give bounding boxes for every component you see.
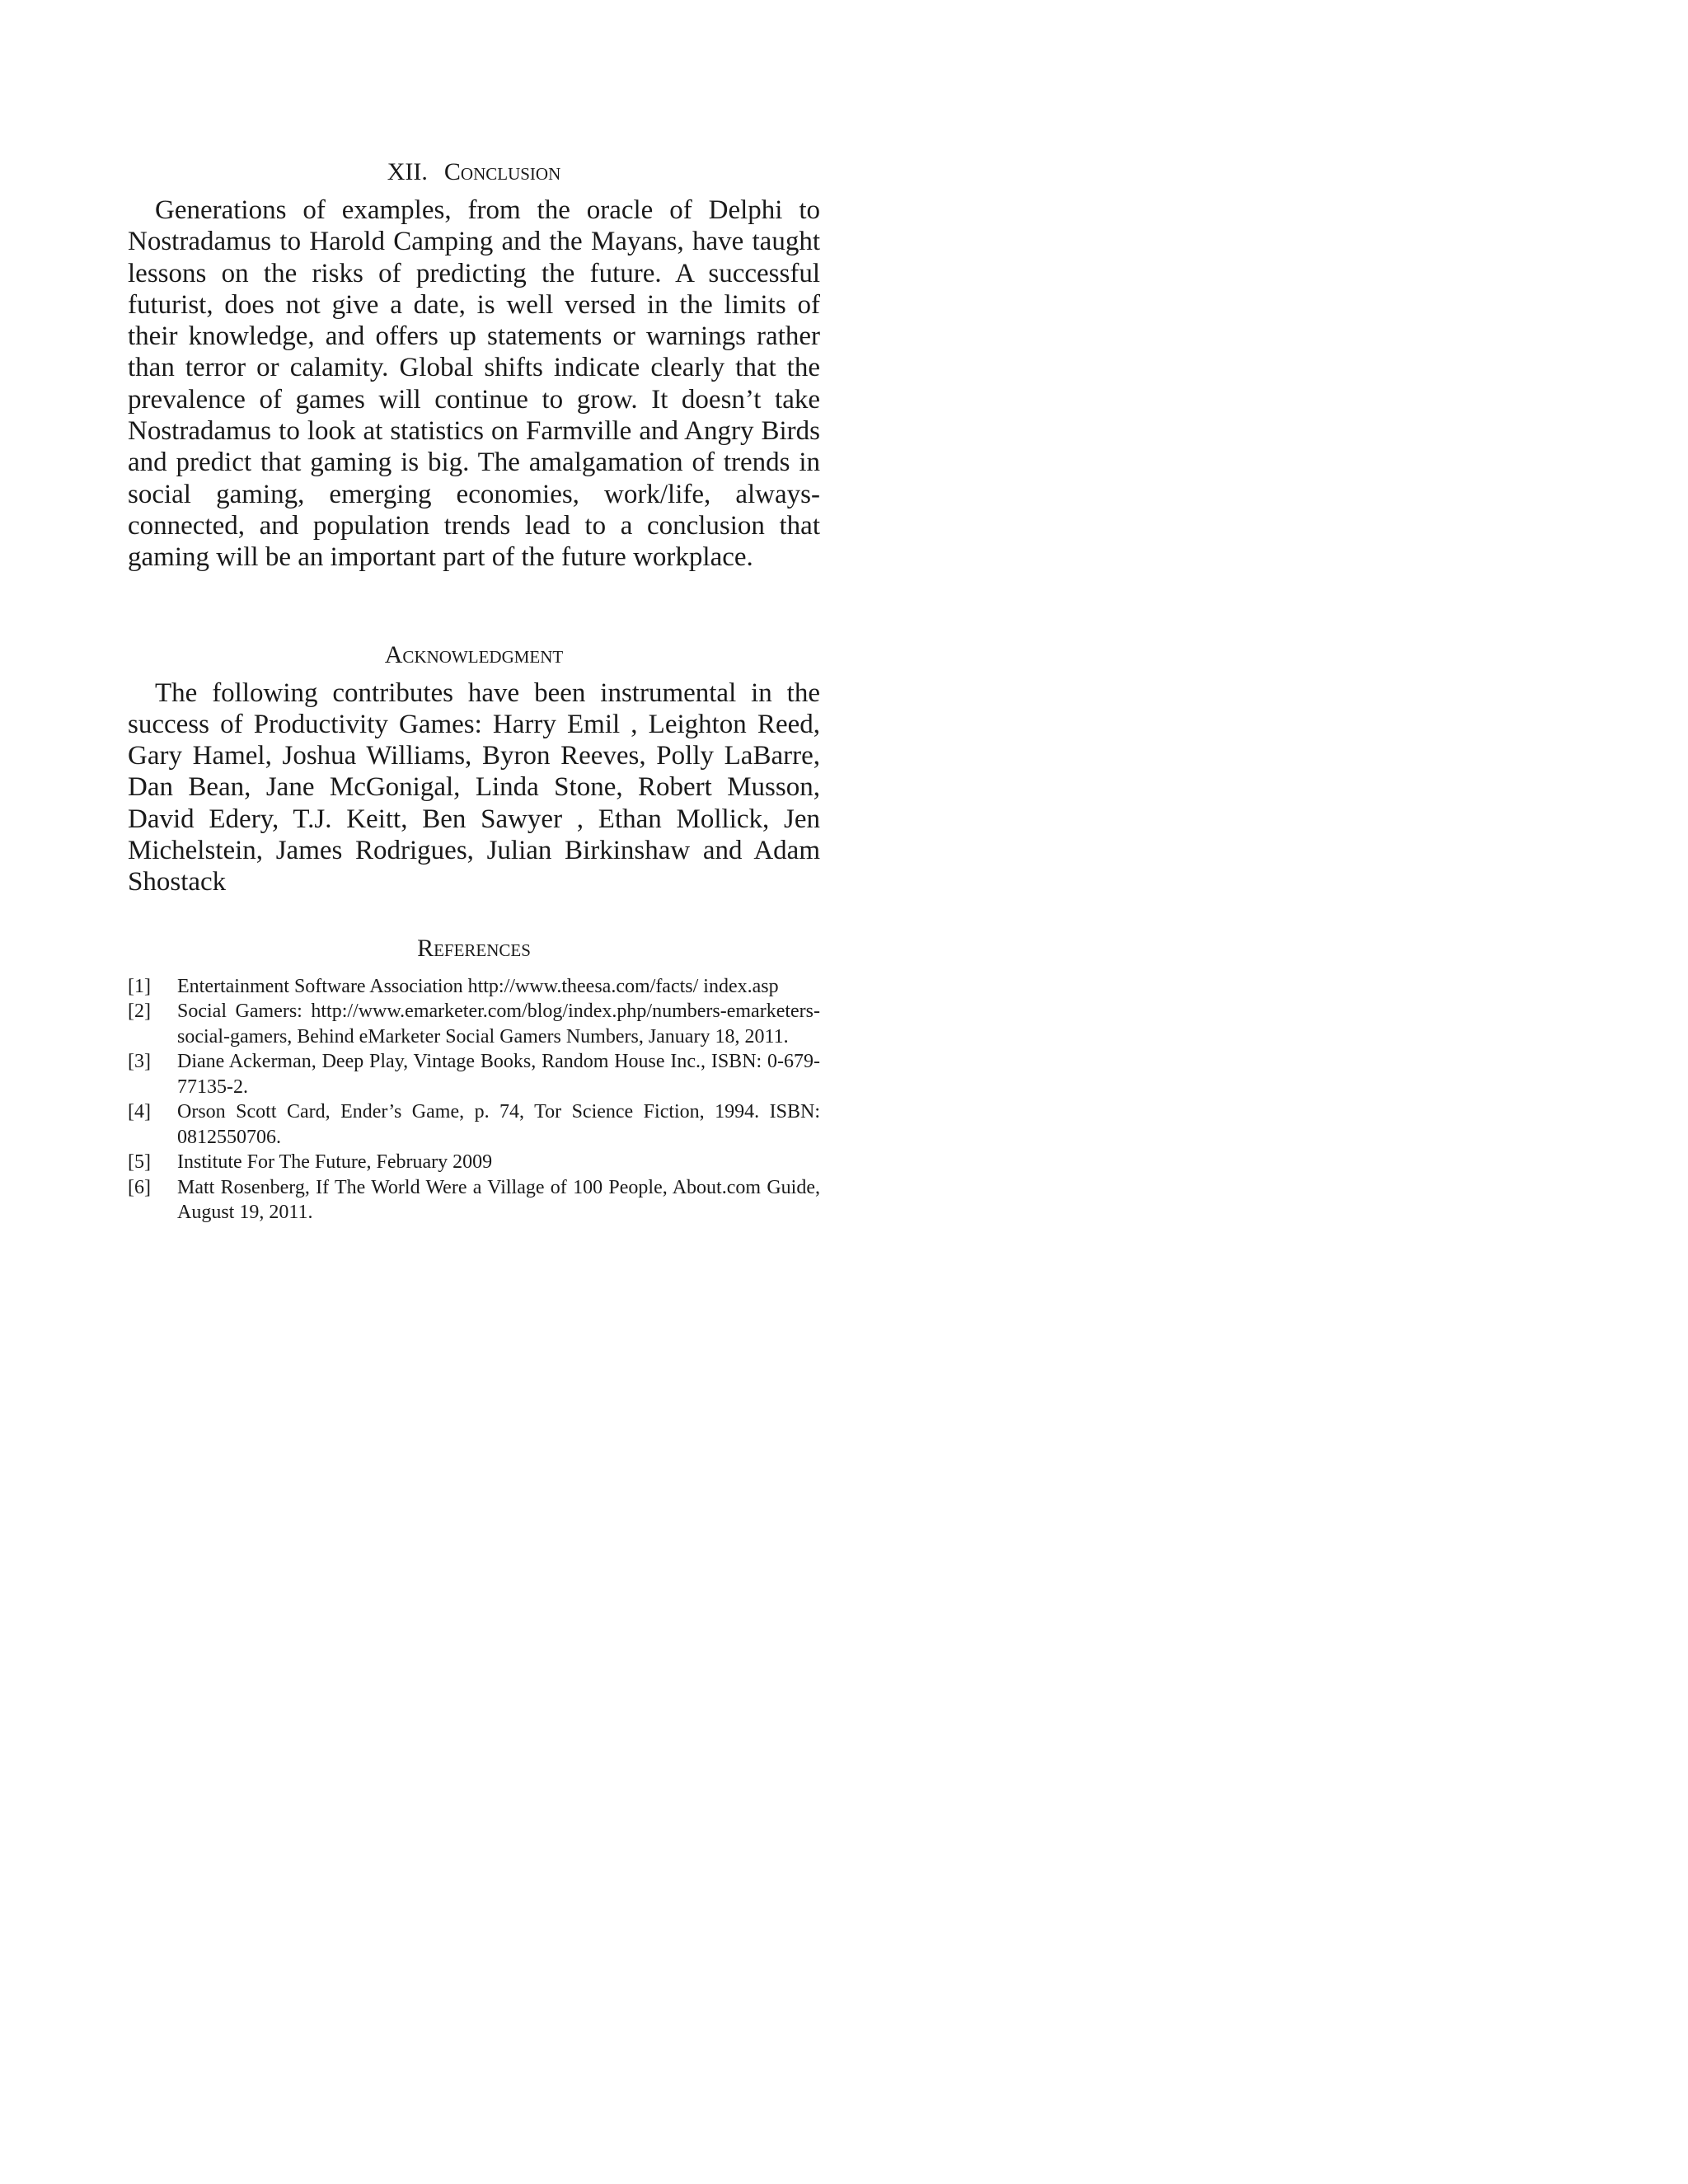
acknowledgment-section	[128, 640, 820, 898]
reference-text: Matt Rosenberg, If The World Were a Village of 100 People, About.com Guide, August 19, 2011.	[177, 1176, 820, 1224]
section-title: Conclusion	[443, 158, 561, 185]
reference-text: Entertainment Software Association http://www.theesa.com/facts/ index.asp	[177, 975, 779, 997]
acknowledgment-paragraph: The following contributes have been instrumental in the success of Productivity Games: Harry Emil , Leighton Reed, Gary Hamel, Joshua Williams, Byron Reeves, Polly LaBarre, Dan Bean, Jane McGonigal, Linda Stone, Robert Musson, David Edery, T.J. Keitt, Ben Sawyer , Ethan Mollick, Jen Michelstein, James Rodrigues, Julian Birkinshaw and Adam Shostack	[128, 677, 820, 898]
reference-number: [4]	[128, 1101, 151, 1123]
conclusion-paragraph: Generations of examples, from the oracle of Delphi to Nostradamus to Harold Camping and the Mayans, have taught lessons on the risks of predicting the future. A successful futurist, does not give a date, is well versed in the limits of their knowledge, and offers up statements or warnings rather than terror or calamity. Global shifts indicate clearly that the prevalence of games will continue to grow. It doesn’t take Nostradamus to look at statistics on Farmville and Angry Birds and predict that gaming is big. The amalgamation of trends in social gaming, emerging economies, work/life, always-connected, and population trends lead to a conclusion that gaming will be an important part of the future workplace.	[128, 195, 820, 573]
reference-list	[128, 974, 820, 1226]
reference-number: [5]	[128, 1151, 151, 1174]
section-title: References	[417, 934, 531, 962]
reference-text: Social Gamers: http://www.emarketer.com/blog/index.php/numbers-emarketers-social-gamers, Behind eMarketer Social Gamers Numbers, January 18, 2011.	[177, 1001, 820, 1047]
references-section	[128, 933, 820, 1226]
reference-text: Diane Ackerman, Deep Play, Vintage Books, Random House Inc., ISBN: 0-679-77135-2.	[177, 1051, 820, 1098]
reference-text: Institute For The Future, February 2009	[177, 1151, 493, 1174]
reference-number: [2]	[128, 1001, 151, 1023]
reference-item	[128, 1049, 820, 1099]
conclusion-heading	[128, 157, 820, 188]
reference-item	[128, 974, 820, 1000]
conclusion-section	[128, 157, 820, 574]
reference-number: [6]	[128, 1176, 151, 1198]
reference-number: [3]	[128, 1051, 151, 1073]
section-title: Acknowledgment	[384, 640, 564, 668]
paper-column	[128, 157, 820, 1226]
reference-text: Orson Scott Card, Ender’s Game, p. 74, Tor Science Fiction, 1994. ISBN: 0812550706.	[177, 1101, 820, 1148]
acknowledgment-heading	[128, 640, 820, 671]
reference-item	[128, 1150, 820, 1175]
references-heading	[128, 933, 820, 964]
section-number: XII.	[387, 158, 428, 185]
reference-number: [1]	[128, 975, 151, 997]
reference-item	[128, 1099, 820, 1150]
reference-item	[128, 999, 820, 1049]
reference-item	[128, 1175, 820, 1226]
